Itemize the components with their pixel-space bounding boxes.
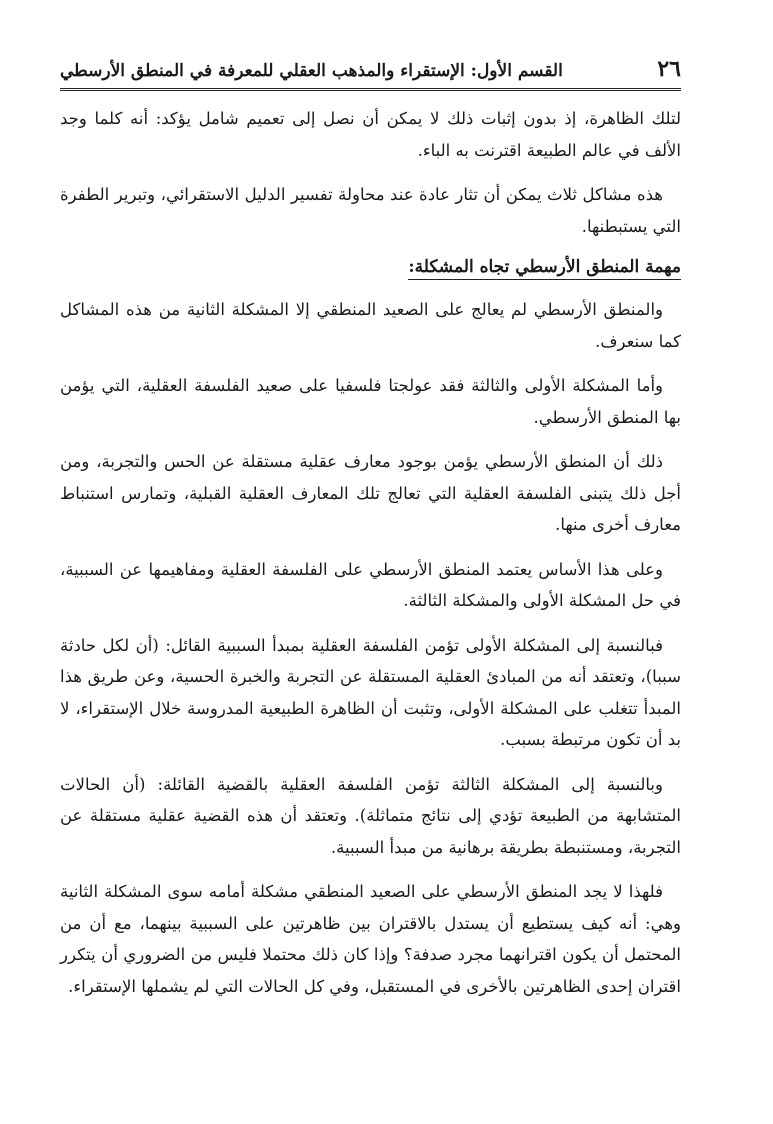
paragraph: هذه مشاكل ثلاث يمكن أن تثار عادة عند محاولة تفسير الدليل الاستقرائي، وتبرير الطفرة التي يستبطنها. xyxy=(60,185,681,236)
page-header xyxy=(60,56,681,91)
body-text xyxy=(60,103,681,1002)
paragraph: فبالنسبة إلى المشكلة الأولى تؤمن الفلسفة العقلية بمبدأ السببية القائل: (أن لكل حادثة سببا)، وتعتقد أنه من المبادئ العقلية المستقلة عن التجربة والخبرة الحسية، وعن طريق هذا المبدأ تتغلب على المشكلة الأولى، وتثبت أن الظاهرة الطبيعية المدروسة خلال الإستقراء، لا بد أن تكون مرتبطة بسبب. xyxy=(60,635,681,749)
paragraph: فلهذا لا يجد المنطق الأرسطي على الصعيد المنطقي مشكلة أمامه سوى المشكلة الثانية وهي: أنه كيف يستطيع أن يستدل بالاقتران بين ظاهرتين على السببية بينهما، مع أن من المحتمل أن يكون اقترانهما مجرد صدفة؟ وإذا كان ذلك محتملا فليس من الضروري أن يتكرر اقتران إحدى الظاهرتين بالأخرى في المستقبل، وفي كل الحالات التي لم يشملها الإستقراء. xyxy=(60,882,681,996)
paragraph: ذلك أن المنطق الأرسطي يؤمن بوجود معارف عقلية مستقلة عن الحس والتجربة، ومن أجل ذلك يتبنى الفلسفة العقلية التي تعالج تلك المعارف العقلية القبلية، وتمارس استنباط معارف أخرى منها. xyxy=(60,452,681,534)
paragraph: وأما المشكلة الأولى والثالثة فقد عولجتا فلسفيا على صعيد الفلسفة العقلية، التي يؤمن بها المنطق الأرسطي. xyxy=(60,376,681,427)
paragraph: والمنطق الأرسطي لم يعالج على الصعيد المنطقي إلا المشكلة الثانية من هذه المشاكل كما سنعرف. xyxy=(60,300,681,351)
paragraph: وعلى هذا الأساس يعتمد المنطق الأرسطي على الفلسفة العقلية ومفاهيمها عن السببية، في حل المشكلة الأولى والمشكلة الثالثة. xyxy=(60,559,681,610)
paragraph: لتلك الظاهرة، إذ بدون إثبات ذلك لا يمكن أن نصل إلى تعميم شامل يؤكد: أنه كلما وجد الألف في عالم الطبيعة اقترنت به الباء. xyxy=(60,109,681,160)
paragraph: وبالنسبة إلى المشكلة الثالثة تؤمن الفلسفة العقلية بالقضية القائلة: (أن الحالات المتشابهة من الطبيعة تؤدي إلى نتائج متماثلة). وتعتقد أن هذه القضية عقلية مستقلة عن التجربة، ومستنبطة بطريقة برهانية من مبدأ السببية. xyxy=(60,774,681,857)
section-heading: مهمة المنطق الأرسطي تجاه المشكلة: xyxy=(408,257,681,280)
running-title: القسم الأول: الإستقراء والمذهب العقلي للمعرفة في المنطق الأرسطي xyxy=(60,61,563,81)
section-heading-container xyxy=(60,255,681,294)
page-number: ٢٦ xyxy=(657,56,681,82)
